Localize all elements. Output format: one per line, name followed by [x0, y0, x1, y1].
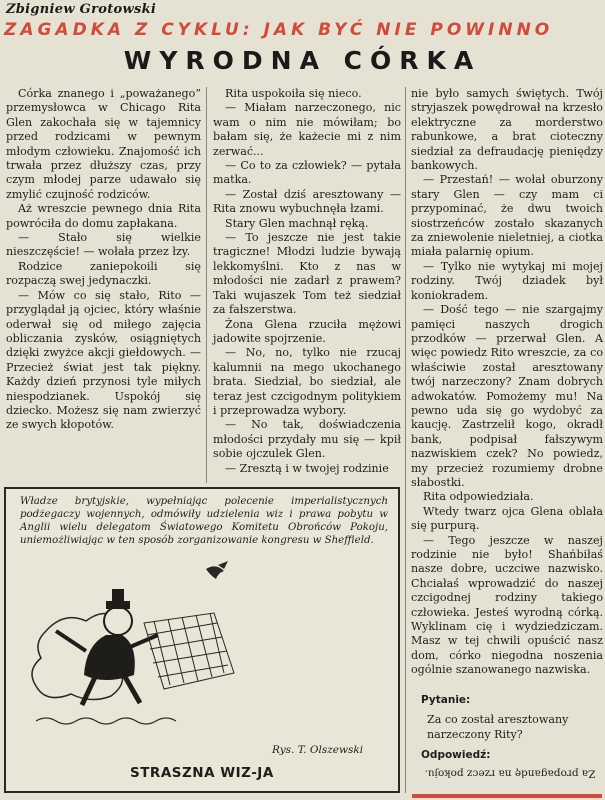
- article-column-2: [213, 87, 401, 476]
- paragraph: Córka znanego i „poważanego” przemysłowca w Chicago Rita Glen zakochała się w tajemnicy przed rodzicami w pewnym młodym człowieku. Znajomość ich trwała przez dłuższy czas, przy czym młodej parze udawało się zmylić czujność rodziców.: [6, 87, 201, 201]
- figure-head: [104, 607, 132, 635]
- paragraph: Rita uspokoiła się nieco.: [225, 87, 362, 100]
- paragraph: — Stało się wielkie nieszczęście! — wołała przez łzy.: [6, 231, 201, 259]
- column-divider: [405, 87, 406, 793]
- paragraph: Wtedy twarz ojca Glena oblała się purpurą.: [411, 504, 603, 533]
- article-headline: WYRODNA CÓRKA: [123, 46, 482, 75]
- figure-body: [84, 635, 135, 680]
- paragraph: nie było samych świętych. Twój stryjaszek powędrował na krzesło elektryczne za morderstwo rabunkowe, a brat ciotеczny siedział za defraudację pieniędzy bankowych.: [411, 87, 603, 173]
- column-divider: [206, 87, 207, 483]
- paragraph: — To jeszcze nie jest takie tragiczne! Młodzi ludzie bywają lekkomyślni. Kto z nas w młodości nie zadarł z prawem? Taki wujaszek Tom też siedział za fałszerstwa.: [213, 231, 401, 317]
- cartoon-caption: Władze brytyjskie, wypełniając polecenie imperialistycznych podżegaczy wojennych, odmówiły udzielenia wiz i prawa pobytu w Anglii wielu delegatom Światowego Komitetu Obrońców Pokoju, uniemożliwiając w ten sposób zorganizowanie kongresu w Sheffield.: [20, 496, 388, 546]
- paragraph: Żona Glena rzuciła mężowi jadowite spojrzenie.: [213, 317, 401, 345]
- net-icon: [144, 613, 234, 689]
- paragraph: Rodzice zaniepokoili się rozpaczą swej jedynaczki.: [6, 259, 201, 288]
- cartoon-title: STRASZNA WIZ-JA: [130, 765, 274, 781]
- dove-icon: [206, 561, 228, 579]
- paragraph: Aż wreszcie pewnego dnia Rita powróciła do domu zapłakana.: [6, 202, 201, 230]
- cartoon-panel: [4, 487, 400, 793]
- paragraph: — Co to za człowiek? — pytała matka.: [213, 159, 401, 187]
- question-text: Za co został aresztowany narzeczony Rity?: [427, 713, 569, 741]
- author-byline: Zbigniew Grotowski: [6, 2, 157, 17]
- cartoon-credit: Rys. T. Olszewski: [272, 744, 364, 756]
- paragraph: — Zresztą i w twojej rodzinie: [225, 461, 389, 475]
- article-column-3: [411, 87, 603, 678]
- paragraph: Stary Glen machnął ręką.: [225, 216, 369, 230]
- paragraph: — Miałam narzeczonego, nic wam o nim nie mówiłam; bo bałam się, że każecie mi z nim zerwać...: [213, 101, 401, 158]
- upside-down-answer: Za propagandę na rzecz pokoju.: [424, 767, 596, 780]
- paragraph: — Dość tego — nie szargajmy pamięci naszych drogich przodków — przerwał Glen. A więc powiedz Rito wreszcie, za co właściwie został aresztowany twój narzeczony? Znam dobrych adwokatów. Pomożemy mu! Na pewno uda się go wydobyć za kaucję. Zastrzelił kogo, okradł bank, podpisał fałszywym nazwiskiem czek? No powiedz, my przecież rozumiemy drobne słabostki.: [411, 303, 603, 489]
- paragraph: — Mów co się stało, Rito — przyglądał ją ojciec, który właśnie oderwał się od miłego zajęcia obliczania zysków, osiągniętych dzięki zwyżce akcji giełdowych. — Przecież świat jest tak piękny. Każdy dzień przynosi tyle miłych niespodzianek. Uspokój się dziecko. Możesz się nam zwierzyć ze swych kłopotów.: [6, 288, 201, 432]
- series-title: ZAGADKA Z CYKLU: JAK BYĆ NIE POWINNO: [4, 20, 554, 40]
- answer-label: Odpowiedź:: [421, 749, 491, 762]
- paragraph: — No tak, doświadczenia młodości przydały mu się — kpił sobie ojczulek Glen.: [213, 418, 401, 461]
- question-label: Pytanie:: [421, 694, 471, 706]
- article-column-1: [6, 87, 201, 433]
- sea-waves: [36, 718, 176, 724]
- paragraph: — Przestań! — wołał oburzony stary Glen — czy mam ci przypominać, że dwu twoich siostrzeńców zostało skazanych za zniewolenie nieletniej, a ciotka miała palarnię opium.: [411, 173, 603, 259]
- paragraph: — Został dziś aresztowany — Rita znowu wybuchnęła łzami.: [213, 187, 401, 216]
- paragraph: — Tego jeszcze w naszej rodzinie nie było! Shańbiłaś nasze dobre, uczciwe nazwisko. Chciałaś wprowadzić do naszej czcigodnej rodziny takiego człowieka. Jesteś wyrodną córką. Wyklinam cię i wydziedziczam. Masz w tej chwili opuścić nasz dom, córko niegodna noszenia ogólnie szanowanego nazwiska.: [411, 533, 603, 677]
- paragraph: — No, no, tylko nie rzucaj kalumnii na mego ukochanego brata. Siedział, bo siedział, ale teraz jest czcigodnym politykiem i przeprowadza wybory.: [213, 346, 401, 417]
- cartoon-illustration: [26, 561, 276, 741]
- quiz-block: [411, 693, 603, 763]
- paragraph: — Tylko nie wytykaj mi mojej rodziny. Twój dziadek był koniokradem.: [411, 259, 603, 302]
- paragraph: Rita odpowiedziała.: [423, 490, 534, 504]
- accent-bar: [412, 794, 602, 798]
